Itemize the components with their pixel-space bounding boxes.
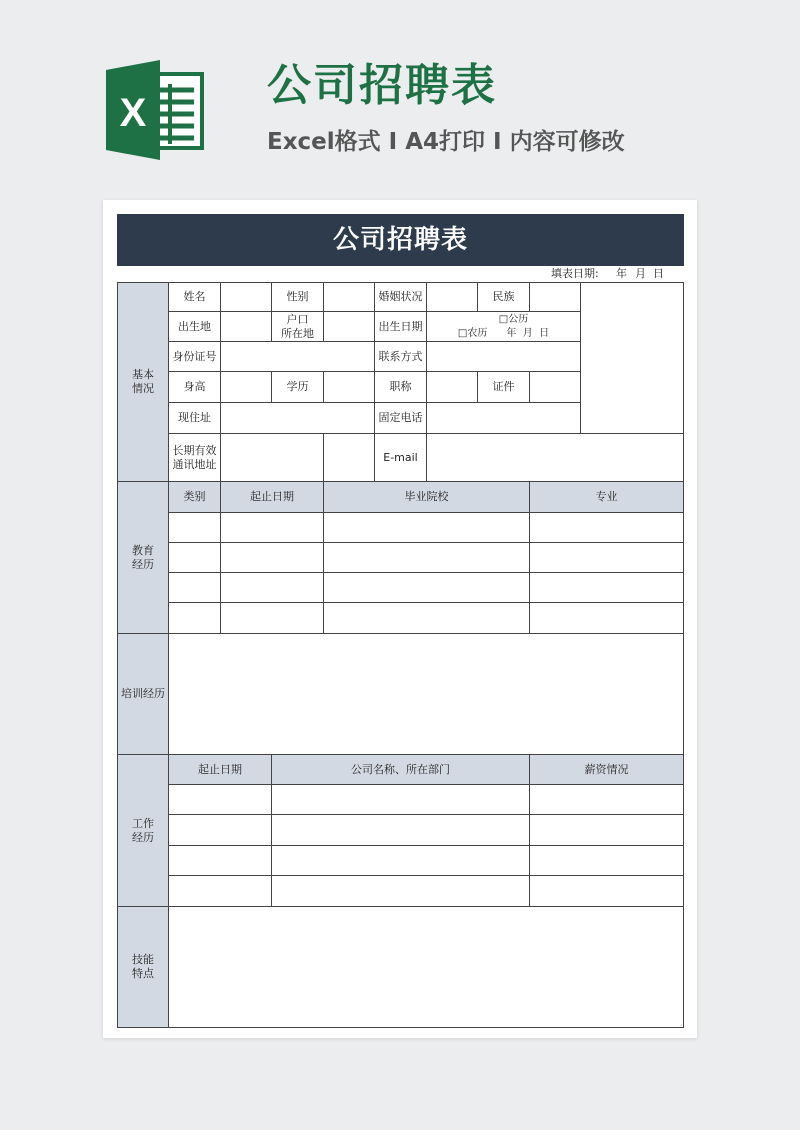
input-training[interactable] xyxy=(168,633,684,755)
work-cell[interactable] xyxy=(529,784,684,815)
edu-cell[interactable] xyxy=(529,602,684,634)
label-title-rank: 职称 xyxy=(374,371,427,403)
photo-box[interactable] xyxy=(580,282,684,434)
label-contact: 联系方式 xyxy=(374,341,427,372)
work-cell[interactable] xyxy=(271,875,530,907)
input-skills[interactable] xyxy=(168,906,684,1028)
input-landline[interactable] xyxy=(426,402,581,434)
checkbox-gregorian[interactable]: □公历 xyxy=(498,313,529,325)
input-gender[interactable] xyxy=(323,282,375,312)
edu-cell[interactable] xyxy=(323,572,530,603)
section-basic-info: 基本 情况 xyxy=(117,282,169,482)
page-title: 公司招聘表 xyxy=(267,60,497,111)
label-landline: 固定电话 xyxy=(374,402,427,434)
edu-header-dates: 起止日期 xyxy=(220,481,324,513)
work-cell[interactable] xyxy=(271,814,530,846)
input-education[interactable] xyxy=(323,371,375,403)
label-ethnicity: 民族 xyxy=(477,282,530,312)
label-height: 身高 xyxy=(168,371,221,403)
label-name: 姓名 xyxy=(168,282,221,312)
section-training: 培训经历 xyxy=(117,633,169,755)
input-ethnicity[interactable] xyxy=(529,282,581,312)
input-name[interactable] xyxy=(220,282,272,312)
edu-cell[interactable] xyxy=(168,512,221,543)
blank-cell xyxy=(323,433,375,482)
checkbox-lunar[interactable]: □农历 xyxy=(457,327,488,339)
edu-cell[interactable] xyxy=(220,542,324,573)
input-address[interactable] xyxy=(220,402,375,434)
edu-header-school: 毕业院校 xyxy=(323,481,530,513)
label-address: 现住址 xyxy=(168,402,221,434)
edu-cell[interactable] xyxy=(168,542,221,573)
fill-date-month: 月 xyxy=(635,267,646,280)
fill-date-year: 年 xyxy=(616,267,627,280)
work-cell[interactable] xyxy=(168,784,272,815)
label-id-number: 身份证号 xyxy=(168,341,221,372)
edu-cell[interactable] xyxy=(220,602,324,634)
input-birthplace[interactable] xyxy=(220,311,272,342)
edu-header-category: 类别 xyxy=(168,481,221,513)
input-title-rank[interactable] xyxy=(426,371,478,403)
edu-cell[interactable] xyxy=(323,512,530,543)
work-cell[interactable] xyxy=(529,875,684,907)
label-birthdate: 出生日期 xyxy=(374,311,427,342)
edu-cell[interactable] xyxy=(168,602,221,634)
label-education: 学历 xyxy=(271,371,324,403)
edu-cell[interactable] xyxy=(529,542,684,573)
edu-cell[interactable] xyxy=(168,572,221,603)
edu-cell[interactable] xyxy=(323,542,530,573)
edu-cell[interactable] xyxy=(323,602,530,634)
edu-cell[interactable] xyxy=(529,572,684,603)
section-education: 教育 经历 xyxy=(117,481,169,634)
label-hukou-location: 户口 所在地 xyxy=(271,311,324,342)
fill-date-label: 填表日期: xyxy=(551,267,599,280)
input-contact[interactable] xyxy=(426,341,581,372)
edu-cell[interactable] xyxy=(529,512,684,543)
work-header-dates: 起止日期 xyxy=(168,754,272,785)
edu-header-major: 专业 xyxy=(529,481,684,513)
input-id-number[interactable] xyxy=(220,341,375,372)
input-height[interactable] xyxy=(220,371,272,403)
input-birthdate[interactable] xyxy=(426,311,581,342)
work-cell[interactable] xyxy=(529,814,684,846)
work-header-salary: 薪资情况 xyxy=(529,754,684,785)
work-cell[interactable] xyxy=(529,845,684,876)
section-work-experience: 工作 经历 xyxy=(117,754,169,907)
label-birthplace: 出生地 xyxy=(168,311,221,342)
fill-date-day: 日 xyxy=(653,267,664,280)
work-header-company: 公司名称、所在部门 xyxy=(271,754,530,785)
label-certificate: 证件 xyxy=(477,371,530,403)
work-cell[interactable] xyxy=(271,784,530,815)
lunar-date-line: □农历 年 月 日 xyxy=(457,327,550,339)
form-title-banner: 公司招聘表 xyxy=(117,214,684,266)
work-cell[interactable] xyxy=(168,875,272,907)
work-cell[interactable] xyxy=(168,845,272,876)
input-certificate[interactable] xyxy=(529,371,581,403)
edu-cell[interactable] xyxy=(220,512,324,543)
page-subtitle: Excel格式 I A4打印 I 内容可修改 xyxy=(267,129,625,155)
label-gender: 性别 xyxy=(271,282,324,312)
input-hukou-location[interactable] xyxy=(323,311,375,342)
input-long-term-address[interactable] xyxy=(220,433,324,482)
label-email: E-mail xyxy=(374,433,427,482)
input-email[interactable] xyxy=(426,433,684,482)
section-skills: 技能 特点 xyxy=(117,906,169,1028)
work-cell[interactable] xyxy=(168,814,272,846)
label-long-term-address: 长期有效 通讯地址 xyxy=(168,433,221,482)
label-marital-status: 婚姻状况 xyxy=(374,282,427,312)
logo-letter: X xyxy=(119,91,147,135)
edu-cell[interactable] xyxy=(220,572,324,603)
work-cell[interactable] xyxy=(271,845,530,876)
input-marital-status[interactable] xyxy=(426,282,478,312)
